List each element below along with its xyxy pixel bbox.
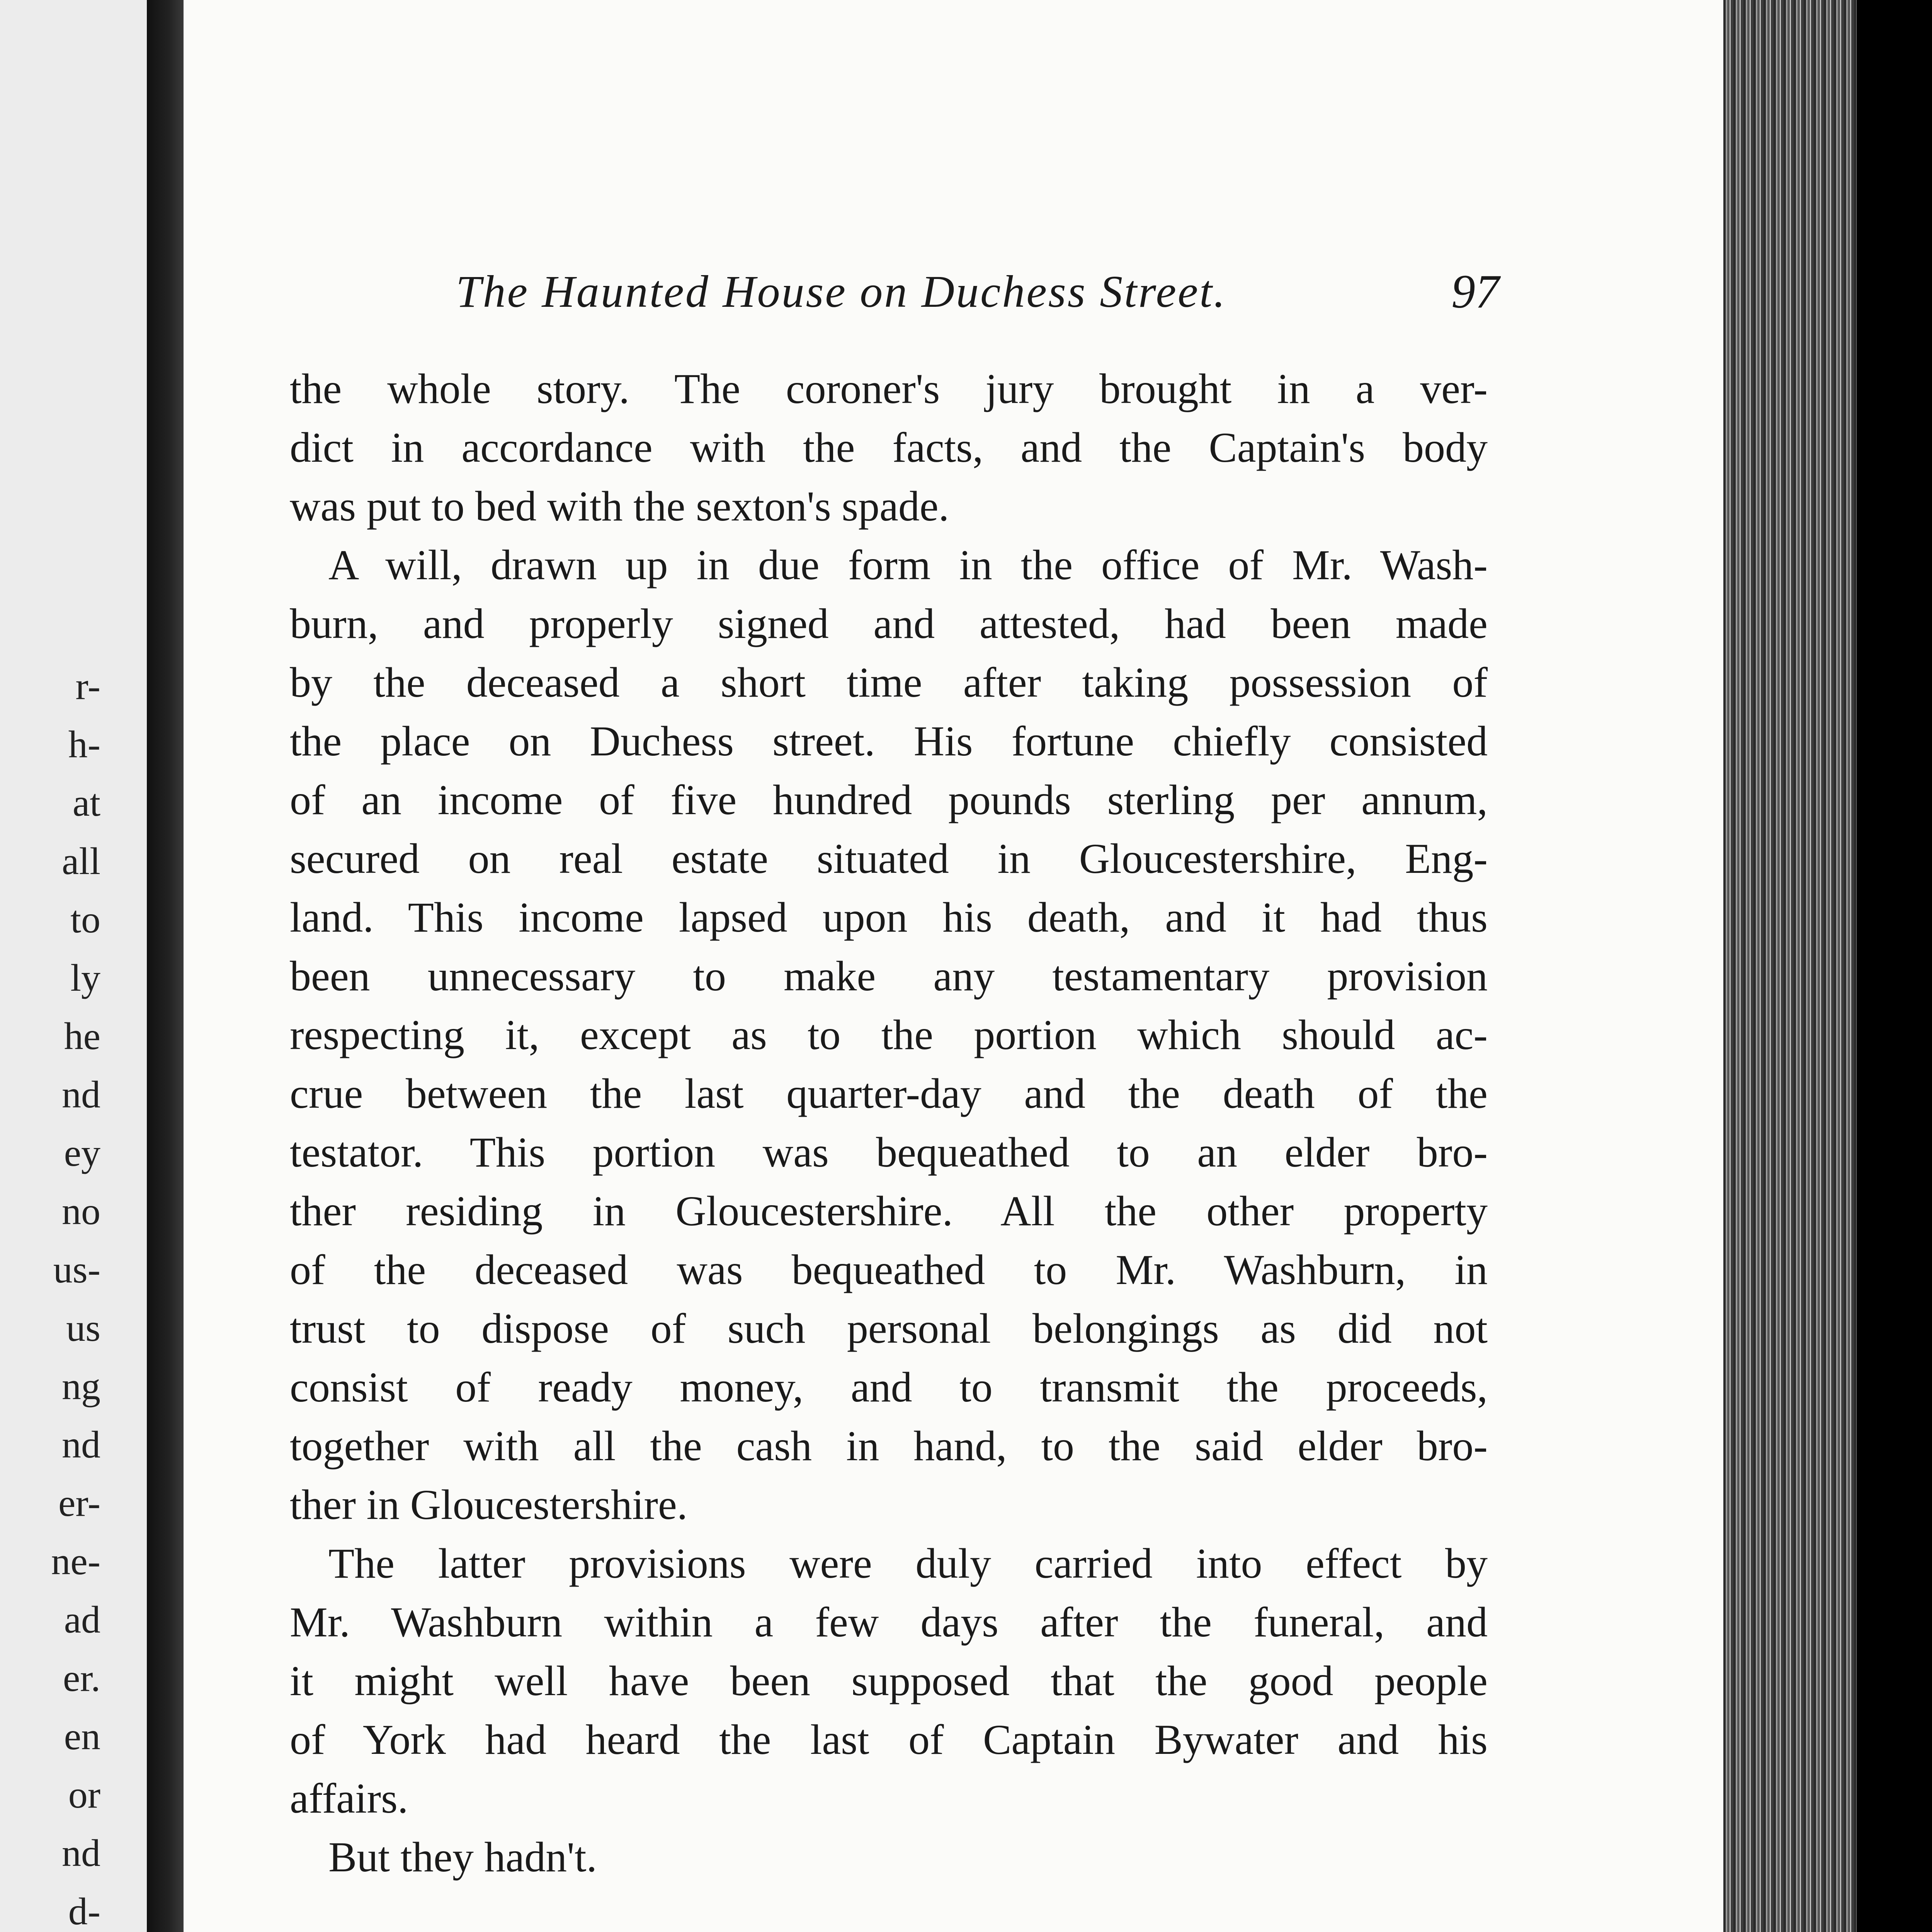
text-line: the whole story. The coroner's jury brought in a ver-	[290, 365, 1488, 412]
text-line: consist of ready money, and to transmit the proceeds,	[290, 1364, 1488, 1411]
text-line: ther residing in Gloucestershire. All the other property	[290, 1187, 1488, 1235]
text-line: But they hadn't.	[328, 1833, 597, 1881]
facing-page-text-fragments	[0, 657, 100, 1932]
facing-fragment: en	[64, 1715, 100, 1758]
facing-fragment: ey	[64, 1131, 100, 1174]
scan-border	[1857, 0, 1932, 1932]
facing-fragment: us-	[53, 1248, 100, 1291]
facing-fragment: nd	[62, 1423, 100, 1466]
text-line: dict in accordance with the facts, and the Captain's body	[290, 424, 1488, 471]
facing-fragment: all	[62, 840, 100, 883]
facing-fragment: ad	[64, 1598, 100, 1641]
text-line: secured on real estate situated in Gloucestershire, Eng-	[290, 835, 1488, 882]
facing-fragment: nd	[62, 1073, 100, 1116]
page-number: 97	[1451, 265, 1499, 318]
text-line: The latter provisions were duly carried into effect by	[328, 1540, 1488, 1587]
text-line: together with all the cash in hand, to the said elder bro-	[290, 1422, 1488, 1469]
facing-fragment: er.	[63, 1656, 100, 1699]
text-line: been unnecessary to make any testamentary provision	[290, 952, 1488, 1000]
facing-fragment: he	[64, 1015, 100, 1058]
paragraph-4	[290, 1828, 1488, 1886]
text-line: was put to bed with the sexton's spade.	[290, 483, 949, 530]
paragraph-2	[290, 536, 1488, 1534]
facing-fragment: or	[68, 1773, 100, 1816]
body-text	[290, 359, 1488, 1886]
text-line: A will, drawn up in due form in the office of Mr. Wash-	[328, 541, 1488, 588]
facing-fragment: h-	[68, 723, 100, 766]
facing-fragment: no	[62, 1190, 100, 1233]
facing-fragment: ne-	[51, 1540, 100, 1583]
text-line: ther in Gloucestershire.	[290, 1481, 688, 1528]
facing-page-edge	[0, 0, 147, 1932]
text-line: burn, and properly signed and attested, had been made	[290, 600, 1488, 647]
text-line: trust to dispose of such personal belongings as did not	[290, 1305, 1488, 1352]
text-line: the place on Duchess street. His fortune chiefly consisted	[290, 718, 1488, 765]
text-line: Mr. Washburn within a few days after the funeral, and	[290, 1599, 1488, 1646]
text-line: land. This income lapsed upon his death, and it had thus	[290, 894, 1488, 941]
text-line: crue between the last quarter-day and the death of the	[290, 1070, 1488, 1117]
facing-fragment: ly	[70, 956, 100, 999]
book-gutter	[147, 0, 184, 1932]
text-line: it might well have been supposed that the good people	[290, 1657, 1488, 1704]
text-line: of an income of five hundred pounds sterling per annum,	[290, 776, 1488, 823]
running-title: The Haunted House on Duchess Street.	[456, 266, 1227, 317]
running-head	[456, 263, 1499, 321]
text-line: respecting it, except as to the portion which should ac-	[290, 1011, 1488, 1058]
facing-fragment: r-	[75, 665, 100, 707]
paragraph-1	[290, 359, 1488, 536]
facing-fragment: us	[66, 1306, 100, 1349]
facing-fragment: to	[70, 898, 100, 941]
paragraph-3	[290, 1534, 1488, 1828]
facing-fragment: at	[72, 781, 100, 824]
page-edge-stack	[1723, 0, 1857, 1932]
text-line: by the deceased a short time after taking possession of	[290, 659, 1488, 706]
text-line: of the deceased was bequeathed to Mr. Washburn, in	[290, 1246, 1488, 1293]
facing-fragment: ng	[62, 1365, 100, 1408]
text-line: testator. This portion was bequeathed to an elder bro-	[290, 1129, 1488, 1176]
text-line: affairs.	[290, 1775, 408, 1822]
facing-fragment: d-	[68, 1890, 100, 1932]
facing-fragment: er-	[58, 1481, 100, 1524]
text-line: of York had heard the last of Captain Bywater and his	[290, 1716, 1488, 1763]
facing-fragment: nd	[62, 1832, 100, 1874]
